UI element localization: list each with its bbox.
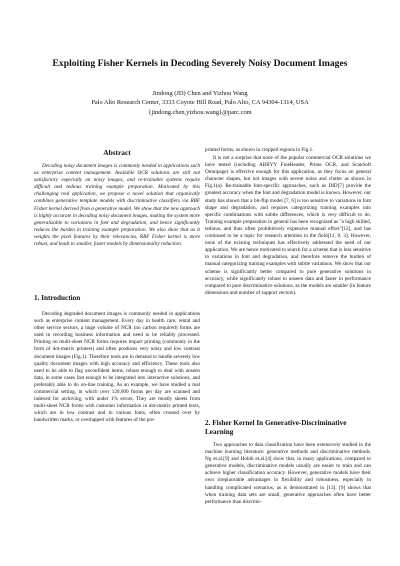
right-col-paragraph-1: printed forms, as shown in cropped regions in Fig.1. — [205, 147, 314, 153]
section-2-paragraph: Two approaches to data classification have been extensively studied in the machine learning literature: generative methods and discriminative methods. Ng et.al.[9] and Hobib et.al.[4] show that, in many applications, compared to generative models, discriminative models usually are easier to train and can achieve higher classification accuracy. However, generative models have their own irreplaceable advantages in flexibility and robustness, especially in handling complicated scenarios, as is demonstrated in [13]. [9] shows that when training data sets are small, generative approaches often have better performance than discrimi- — [205, 442, 371, 505]
affiliation: Palo Alto Research Center, 3333 Coyote Hill Road, Palo Alto, CA 94304-1314, USA — [91, 99, 309, 107]
author-emails: {jindong.chen,yizhou.wang}@parc.com — [148, 108, 252, 116]
section-2-heading: 2. Fisher Kernel In Generative-Discriminative Learning — [205, 419, 347, 436]
section-1-paragraph: Decoding degraded document images is commonly needed in applications such as enterprise content management. Every day in health care, rental and other service sectors, a huge volume of NCR (no carbon required) forms are used in recording business information and need to be reliably processed. Printing on multi-sheet NCR forms requires impact printing (commonly in the form of dot-matrix printers) and often produces very noisy and low contrast document images (Fig.1). Therefore tools are in demand to handle severely low quality document images with high accuracy and efficiency. These tools also need to be able to flag unconfident items, robust enough to deal with unseen data, in some cases fast enough to be integrated into interactive solutions, and preferably able to do on-line training. As an example, we have studied a real commercial setting, in which over 120,000 forms per day are scanned and indexed for archiving, with under 1% errors. They are mostly sheets from multi-sheet NCR forms with customer information in dot-matrix printed texts, which are in low contrast and in various fonts, often crossed over by handwritten marks, or overlapped with features of the pre- — [34, 311, 200, 424]
abstract-text: Decoding noisy document images is commonly needed in applications such as enterprise content management. Available OCR solutions are still not satisfactory especially on noisy images, and re-trainable systems require difficult and tedious training example preparation. Motivated by this challenging real application, we propose a novel solution that organically combines generative template models with discriminative classifiers via RBF Fisher kernel derived from a generative model. We show that the new approach is highly accurate in decoding noisy document images, making the system more generalizable to variations in font and degradation, and hence significantly reduces the burden in training example preparation. We also show that as it weights the pixel features by their relevancies, RBF Fisher kernel is more robust, and leads to smaller, faster models by dimensionality reduction. — [34, 163, 200, 248]
right-col-paragraph-2: It is not a surprise that none of the popular commercial OCR solutions we have tested (including ABBYY FineReader, Prime OCR, and ScanSoft Omnipage) is effective enough for this application, as they focus on general character shapes, but not images with severe noise and clutter as shown in Fig.1(a). Re-trainable font-specific approaches, such as DID[7] provide the greatest accuracy when the font and degradation model is known. However, our study has shown that a bit-flip model [7, 6] is too sensitive to variations in font shape and degradation, and requires categorizing training examples into specific combinations with subtle differences, which is very difficult to do. Training example preparation in general has been recognized as "a high skilled, tedious, and thus often prohibitively expensive manual effort"[12], and has continued to be a topic for research attention in the field[11, 8, 3]. However, none of the existing techniques has effectively addressed the need of our application. We are hence motivated to search for a scheme that is less sensitive to variations in font and degradation, and therefore remove the burden of manual categorizing training examples with subtle variations. We show that our scheme is significantly better compared to pure generative solutions in accuracy, while significantly robust to unseen data and faster in performance compared to pure discriminative solutions, as the models are smaller (in feature dimensions and number of support vectors). — [205, 155, 371, 296]
author-block — [0, 89, 400, 117]
paper-title: Exploiting Fisher Kernels in Decoding Severely Noisy Document Images — [52, 58, 348, 69]
author-names: Jindong (JD) Chen and Yizhou Wang — [152, 90, 248, 97]
section-1-heading: 1. Introduction — [34, 294, 81, 302]
abstract-heading: Abstract — [103, 148, 131, 157]
